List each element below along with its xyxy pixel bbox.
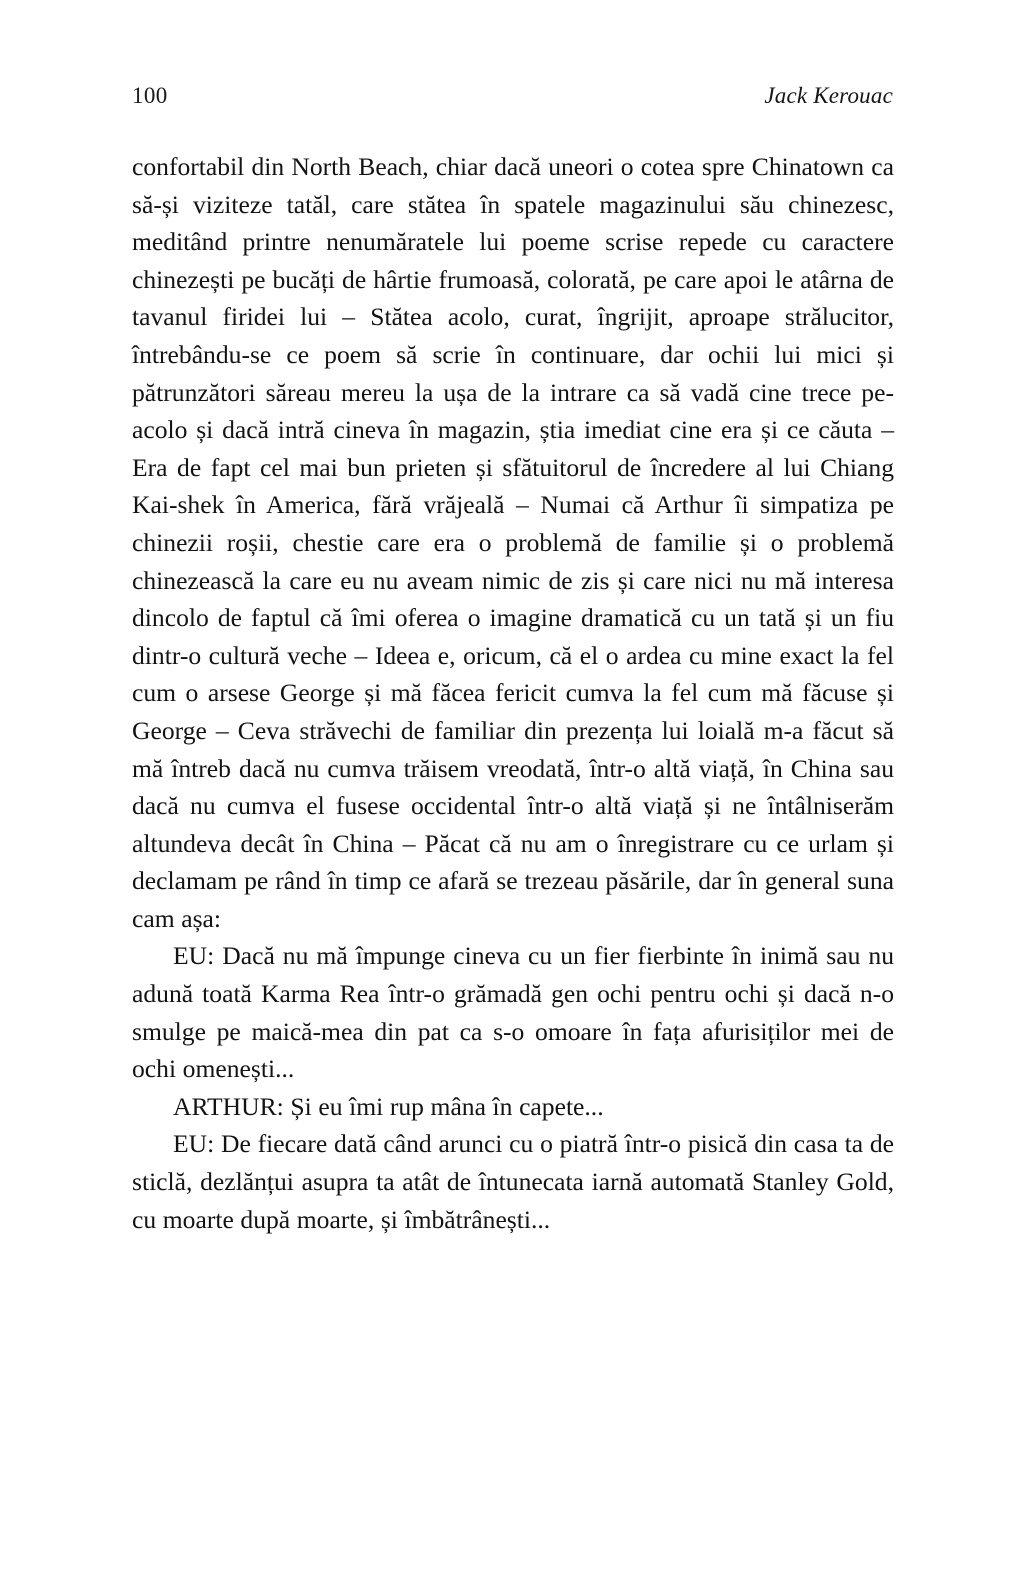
paragraph-dialogue-eu-2: EU: De fiecare dată când arunci cu o piatră într-o pisică din casa ta de sticlă, dezlănțui asupra ta atât de întunecata iarnă automată Stanley Gold, cu moarte după moarte, și îmbătrânești... [132,1129,894,1234]
paragraph-continuation: confortabil din North Beach, chiar dacă uneori o cotea spre Chinatown ca să-și viziteze tatăl, care stătea în spatele magazinului său chinezesc, meditând printre nenumăratele lui poeme scrise repede cu caractere chinezești pe bucăți de hârtie frumoasă, colorată, pe care apoi le atârna de tavanul firidei lui – Stătea acolo, curat, îngrijit, aproape strălucitor, întrebându-se ce poem să scrie în continuare, dar ochii lui mici și pătrunzători săreau mereu la ușa de la intrare ca să vadă cine trece pe-acolo și dacă intră cineva în magazin, știa imediat cine era și ce căuta – Era de fapt cel mai bun prieten și sfătuitorul de încredere al lui Chiang Kai-shek în America, fără vrăjeală – Numai că Arthur îi simpatiza pe chinezii roșii, chestie care era o problemă de familie și o problemă chinezească la care eu nu aveam nimic de zis și care nici nu mă interesa dincolo de faptul că îmi oferea o imagine dramatică cu un tată și un fiu dintr-o cultură veche – Ideea e, oricum, că el o ardea cu mine exact la fel cum o arsese George și mă făcea fericit cumva la fel cum mă făcuse și George – Ceva străvechi de familiar din prezența lui loială m-a făcut să mă întreb dacă nu cumva trăisem vreodată, într-o altă viață, în China sau dacă nu cumva el fusese occidental într-o altă viață și ne întâlniserăm altundeva decât în China – Păcat că nu am o înregistrare cu ce urlam și declamam pe rând în timp ce afară se trezeau păsările, dar în general suna cam așa: [132,152,894,933]
page-number: 100 [132,83,168,108]
paragraph-dialogue-arthur: ARTHUR: Și eu îmi rup mâna în capete... [173,1091,604,1121]
body-text-block [132,148,894,1238]
paragraph-dialogue-eu-1: EU: Dacă nu mă împunge cineva cu un fier fierbinte în inimă sau nu adună toată Karma Rea într-o grămadă gen ochi pentru ochi și dacă n-o smulge pe maică-mea din pat ca s-o omoare în fața afurisiților mei de ochi omenești... [132,941,894,1084]
running-head [132,84,893,118]
running-head-author: Jack Kerouac [764,83,893,108]
